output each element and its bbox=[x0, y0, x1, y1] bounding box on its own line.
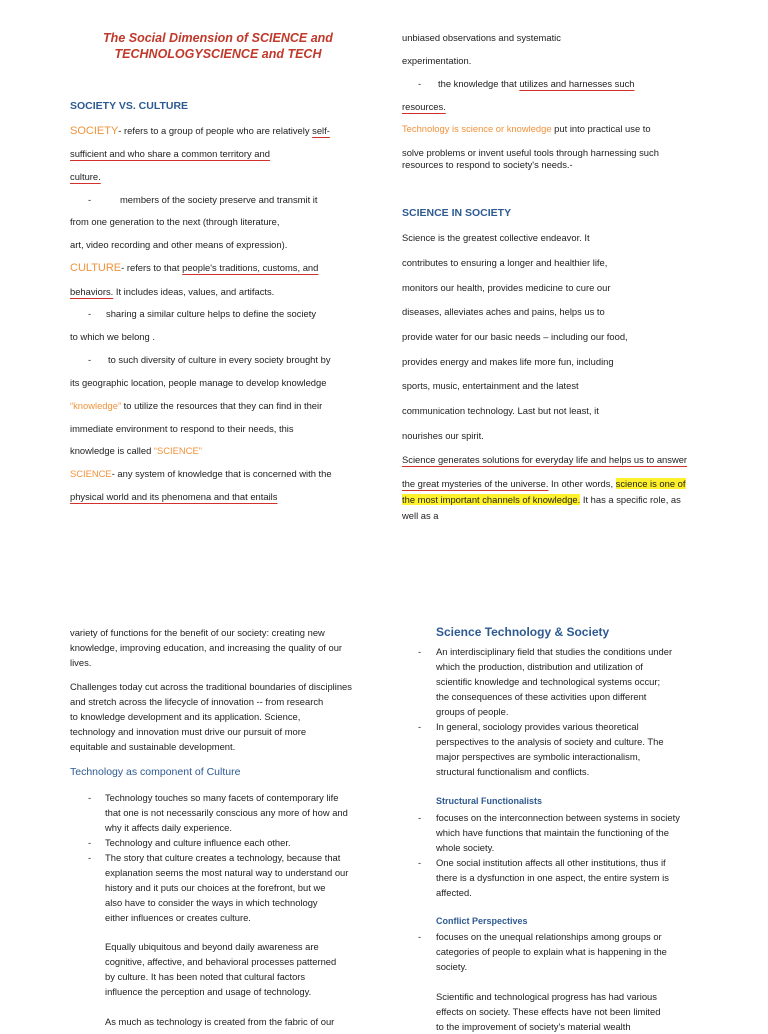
section-heading-society-vs-culture: SOCIETY VS. CULTURE bbox=[70, 100, 189, 112]
sf-bullet-1-line-3: whole society. bbox=[436, 842, 495, 853]
bullet-dash: - bbox=[88, 837, 92, 848]
bullet-3-line-2: its geographic location, people manage to develop knowledge bbox=[70, 377, 327, 388]
right-bullet-line-2: resources. bbox=[402, 101, 446, 112]
right-bullet-underlined: utilizes and harnesses such bbox=[519, 78, 635, 89]
sts-bullet-2-line-3: major perspectives are symbolic interactionalism, bbox=[436, 751, 641, 762]
sts-bullet-1-line-1: An interdisciplinary field that studies the conditions under bbox=[436, 646, 673, 657]
section-heading-technology-culture: Technology as component of Culture bbox=[70, 766, 241, 778]
subheading-structural-functionalists: Structural Functionalists bbox=[436, 796, 543, 806]
bullet-dash: - bbox=[418, 812, 422, 823]
science-definition-line-2: physical world and its phenomena and that entails bbox=[70, 491, 278, 502]
cp-bullet-1-line-2: categories of people to explain what is happening in the bbox=[436, 946, 667, 957]
bullet-3-line-1: to such diversity of culture in every society brought by bbox=[108, 354, 331, 365]
technology-definition-line-2: solve problems or invent useful tools through harnessing such bbox=[402, 147, 659, 158]
cp-bullet-1-line-3: society. bbox=[436, 961, 468, 972]
progress-line-2: effects on society. These effects have not been limited bbox=[436, 1006, 661, 1017]
challenges-line-3: to knowledge development and its application. Science, bbox=[70, 711, 301, 722]
in-other-words-text: In other words, bbox=[548, 478, 616, 489]
cp-bullet-1-line-1: focuses on the unequal relationships among groups or bbox=[436, 931, 662, 942]
tech-bullet-3-line-3: history and it puts our choices at the forefront, but we bbox=[105, 882, 326, 893]
progress-line-1: Scientific and technological progress has had various bbox=[436, 991, 657, 1002]
sf-bullet-1-line-2: which have functions that maintain the functioning of the bbox=[436, 827, 669, 838]
ubiquitous-line-2: cognitive, affective, and behavioral processes patterned bbox=[105, 956, 337, 967]
challenges-line-1: Challenges today cut across the traditional boundaries of disciplines bbox=[70, 681, 352, 692]
bullet-dash: - bbox=[418, 646, 422, 657]
behaviors-underlined: behaviors. bbox=[70, 286, 114, 297]
tech-bullet-1-line-1: Technology touches so many facets of contemporary life bbox=[105, 792, 339, 803]
variety-line-2: knowledge, improving education, and increasing the quality of our bbox=[70, 642, 343, 653]
specific-role-text: It has a specific role, as bbox=[580, 494, 681, 505]
sts-bullet-1-line-2: which the production, distribution and utilization of bbox=[436, 661, 643, 672]
bullet-dash: - bbox=[88, 852, 92, 863]
society-term: SOCIETY bbox=[70, 125, 119, 137]
ubiquitous-line-4: influence the perception and usage of technology. bbox=[105, 986, 312, 997]
bullet-dash: - bbox=[418, 78, 422, 89]
subheading-conflict-perspectives: Conflict Perspectives bbox=[436, 916, 528, 926]
society-definition-line-2: sufficient and who share a common territory and bbox=[70, 148, 270, 159]
knowledge-term: “knowledge” bbox=[70, 400, 122, 411]
title-line-2: TECHNOLOGYSCIENCE and TECH bbox=[114, 47, 322, 61]
highlighted-text-1: science is one of bbox=[615, 478, 686, 489]
sf-bullet-2-line-2: there is a dysfunction in one aspect, the entire system is bbox=[436, 872, 669, 883]
challenges-line-5: equitable and sustainable development. bbox=[70, 741, 236, 752]
bullet-3-line-3-text: to utilize the resources that they can find in their bbox=[121, 400, 323, 411]
sf-bullet-1-line-1: focuses on the interconnection between systems in society bbox=[436, 812, 680, 823]
culture-definition-rest: It includes ideas, values, and artifacts. bbox=[113, 286, 275, 297]
variety-line-1: variety of functions for the benefit of our society: creating new bbox=[70, 627, 325, 638]
science-generates-line-4: well as a bbox=[402, 510, 439, 521]
bullet-dash: - bbox=[418, 721, 422, 732]
ubiquitous-line-1: Equally ubiquitous and beyond daily awareness are bbox=[105, 941, 319, 952]
science-definition-text: - any system of knowledge that is concerned with the bbox=[111, 468, 332, 479]
bullet-dash: - bbox=[418, 931, 422, 942]
science-society-line-9: nourishes our spirit. bbox=[402, 430, 484, 441]
ubiquitous-line-3: by culture. It has been noted that cultural factors bbox=[105, 971, 306, 982]
variety-line-3: lives. bbox=[70, 657, 92, 668]
sts-bullet-2-line-1: In general, sociology provides various theoretical bbox=[436, 721, 639, 732]
sf-bullet-2-line-1: One social institution affects all other institutions, thus if bbox=[436, 857, 666, 868]
right-bullet-text: the knowledge that bbox=[438, 78, 520, 89]
bullet-dash: - bbox=[418, 857, 422, 868]
bullet-dash: - bbox=[88, 792, 92, 803]
technology-term: Technology is science or knowledge bbox=[402, 123, 552, 134]
sts-bullet-2-line-4: structural functionalism and conflicts. bbox=[436, 766, 590, 777]
society-definition-text: - refers to a group of people who are relatively bbox=[118, 125, 313, 136]
tech-bullet-2-line-1: Technology and culture influence each other. bbox=[105, 837, 291, 848]
bullet-3-line-5-text: knowledge is called bbox=[70, 445, 154, 456]
technology-definition-line-3: resources to respond to society's needs.- bbox=[402, 159, 573, 170]
progress-line-3: to the improvement of society's material wealth bbox=[436, 1021, 631, 1032]
tech-bullet-3-line-1: The story that culture creates a technology, because that bbox=[105, 852, 341, 863]
sts-bullet-1-line-5: groups of people. bbox=[436, 706, 509, 717]
culture-term: CULTURE bbox=[70, 262, 122, 274]
culture-definition-text: - refers to that bbox=[121, 262, 183, 273]
tech-bullet-3-line-2: explanation seems the most natural way to understand our bbox=[105, 867, 349, 878]
science-quote-term: “SCIENCE” bbox=[153, 445, 202, 456]
bottom-left-column bbox=[70, 0, 370, 1027]
science-society-line-2: contributes to ensuring a longer and healthier life, bbox=[402, 257, 608, 268]
science-society-line-8: communication technology. Last but not least, it bbox=[402, 405, 599, 416]
right-line-1: unbiased observations and systematic bbox=[402, 32, 561, 43]
section-heading-sts: Science Technology & Society bbox=[436, 625, 610, 639]
right-line-2: experimentation. bbox=[402, 55, 472, 66]
science-generates-line-1: Science generates solutions for everyday life and helps us to answer bbox=[402, 454, 688, 465]
sf-bullet-2-line-3: affected. bbox=[436, 887, 472, 898]
great-mysteries-underlined: the great mysteries of the universe. bbox=[402, 478, 549, 489]
science-society-line-3: monitors our health, provides medicine to cure our bbox=[402, 282, 611, 293]
title-line-1: The Social Dimension of SCIENCE and bbox=[103, 31, 333, 45]
science-society-line-5: provide water for our basic needs – including our food, bbox=[402, 331, 628, 342]
bottom-right-column bbox=[418, 0, 718, 1032]
sts-bullet-2-line-2: perspectives to the analysis of society and culture. The bbox=[436, 736, 664, 747]
bullet-2-line-1: sharing a similar culture helps to define the society bbox=[106, 308, 317, 319]
bullet-dash: - bbox=[88, 308, 92, 319]
society-definition-line-3: culture. bbox=[70, 171, 101, 182]
culture-underlined-text: people's traditions, customs, and bbox=[182, 262, 319, 273]
bullet-dash: - bbox=[88, 354, 92, 365]
science-term: SCIENCE bbox=[70, 468, 112, 479]
science-society-line-7: sports, music, entertainment and the latest bbox=[402, 380, 579, 391]
sts-bullet-1-line-4: the consequences of these activities upon different bbox=[436, 691, 647, 702]
bullet-2-line-2: to which we belong . bbox=[70, 331, 155, 342]
tech-bullet-3-line-4: also have to consider the ways in which technology bbox=[105, 897, 318, 908]
sts-bullet-1-line-3: scientific knowledge and technological systems occur; bbox=[436, 676, 661, 687]
science-society-line-6: provides energy and makes life more fun, including bbox=[402, 356, 614, 367]
tech-bullet-1-line-3: why it affects daily experience. bbox=[105, 822, 232, 833]
bullet-1-line-3: art, video recording and other means of expression). bbox=[70, 239, 288, 250]
bullet-dash: - bbox=[88, 194, 92, 205]
tech-bullet-3-line-5: either influences or creates culture. bbox=[105, 912, 251, 923]
as-much-line-1: As much as technology is created from the fabric of our bbox=[105, 1016, 335, 1027]
technology-definition-text: put into practical use to bbox=[551, 123, 651, 134]
science-society-line-4: diseases, alleviates aches and pains, helps us to bbox=[402, 306, 605, 317]
society-underlined-text: self- bbox=[312, 125, 330, 136]
bullet-3-line-4: immediate environment to respond to their needs, this bbox=[70, 423, 294, 434]
challenges-line-4: technology and innovation must drive our pursuit of more bbox=[70, 726, 307, 737]
bullet-1-line-1: members of the society preserve and transmit it bbox=[120, 194, 318, 205]
challenges-line-2: and stretch across the lifecycle of innovation -- from research bbox=[70, 696, 324, 707]
tech-bullet-1-line-2: that one is not necessarily conscious any more of how and bbox=[105, 807, 348, 818]
bullet-1-line-2: from one generation to the next (through literature, bbox=[70, 216, 280, 227]
highlighted-text-2: the most important channels of knowledge. bbox=[402, 494, 581, 505]
science-society-line-1: Science is the greatest collective endeavor. It bbox=[402, 232, 590, 243]
section-heading-science-in-society: SCIENCE IN SOCIETY bbox=[402, 207, 512, 219]
